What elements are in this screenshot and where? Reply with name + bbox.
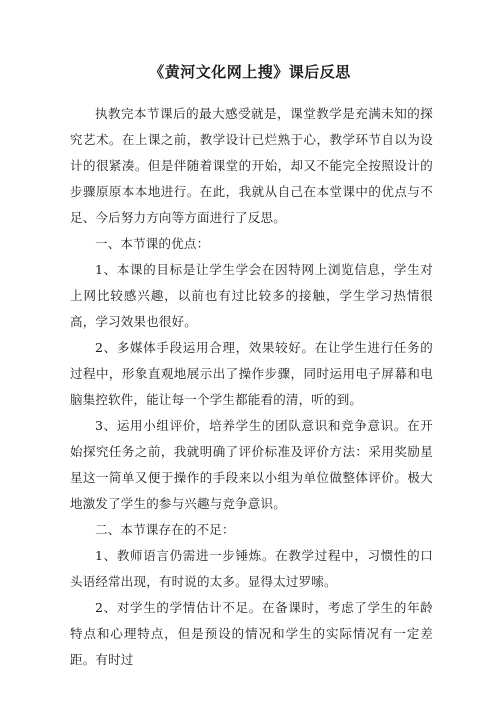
intro-paragraph: 执教完本节课后的最大感受就是，课堂教学是充满未知的探究艺术。在上课之前，教学设计已烂熟于心，教学环节自以为设计的很紧凑。但是伴随着课堂的开始，却又不能完全按照设计的步骤原原本本地进行。在此，我就从自己在本堂课中的优点与不足、今后努力方向等方面进行了反思。 <box>70 106 433 225</box>
section-heading-strengths: 一、本节课的优点： <box>95 236 210 251</box>
weakness-item-2: 2、对学生的学情估计不足。在备课时，考虑了学生的年龄特点和心理特点，但是预设的情况和学生的实际情况有一定差距。有时过 <box>70 600 433 667</box>
strength-item-3: 3、运用小组评价，培养学生的团队意识和竞争意识。在开始探究任务之前，我就明确了评价标准及评价方法：采用奖励星星这一简单又便于操作的手段来以小组为单位做整体评价。极大地激发了学生的参与兴趣与竞争意识。 <box>70 418 433 511</box>
document-body <box>70 101 433 673</box>
strength-item-1: 1、本课的目标是让学生学会在因特网上浏览信息，学生对上网比较感兴趣，以前也有过比较多的接触，学生学习热情很高，学习效果也很好。 <box>70 262 433 329</box>
weakness-item-1: 1、教师语言仍需进一步锤炼。在教学过程中，习惯性的口头语经常出现，有时说的太多。显得太过罗嗦。 <box>70 548 433 589</box>
section-heading-weaknesses: 二、本节课存在的不足： <box>95 522 235 537</box>
document-title: 《黄河文化网上搜》课后反思 <box>149 63 351 81</box>
strength-item-2: 2、多媒体手段运用合理，效果较好。在让学生进行任务的过程中，形象直观地展示出了操作步骤，同时运用电子屏幕和电脑集控软件，能让每一个学生都能看的清，听的到。 <box>70 340 433 407</box>
